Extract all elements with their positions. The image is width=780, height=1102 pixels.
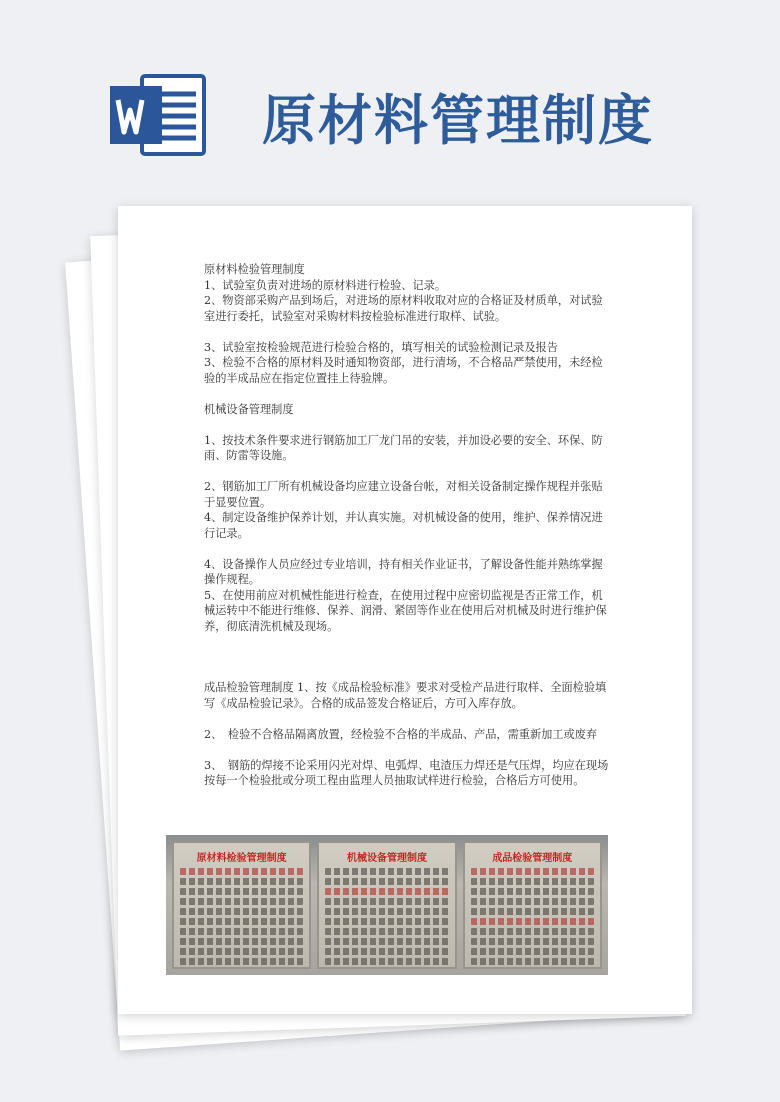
notice-board-title: 成品检验管理制度 bbox=[492, 853, 573, 864]
paragraph: 1、试验室负责对进场的原材料进行检验、记录。 bbox=[204, 278, 447, 292]
paragraph: 4、设备操作人员应经过专业培训，持有相关作业证书，了解设备性能并熟练掌握操作规程。 bbox=[204, 557, 603, 586]
page-title: 原材料管理制度 bbox=[262, 89, 654, 152]
notice-boards-photo bbox=[166, 835, 608, 975]
notice-board bbox=[172, 841, 311, 969]
paragraph: 1、按技术条件要求进行钢筋加工厂龙门吊的安装，并加设必要的安全、环保、防雨、防雷等设施。 bbox=[204, 433, 603, 462]
notice-board-title: 机械设备管理制度 bbox=[346, 853, 427, 864]
document-body bbox=[204, 262, 612, 789]
paragraph: 2、 检验不合格品隔离放置，经检验不合格的半成品、产品，需重新加工或废弃 bbox=[204, 727, 598, 741]
section-heading: 机械设备管理制度 bbox=[204, 402, 294, 416]
paragraph: 2、物资部采购产品到场后，对进场的原材料收取对应的合格证及材质单，对试验室进行委托，试验室对采购材料按检验标准进行取样、试验。 bbox=[204, 294, 603, 323]
paragraph: 3、试验室按检验规范进行检验合格的，填写相关的试验检测记录及报告 bbox=[204, 340, 558, 354]
paragraph: 3、检验不合格的原材料及时通知物资部，进行清场，不合格品严禁使用，未经检验的半成品应在指定位置挂上待验牌。 bbox=[204, 356, 603, 385]
paragraph: 3、 钢筋的焊接不论采用闪光对焊、电弧焊、电渣压力焊还是气压焊，均应在现场按每一个检验批或分项工程由监理人员抽取试样进行检验，合格后方可使用。 bbox=[204, 758, 609, 787]
notice-board bbox=[463, 841, 602, 969]
paragraph: 4、制定设备维护保养计划，并认真实施。对机械设备的使用，维护、保养情况进行记录。 bbox=[204, 511, 603, 540]
notice-board bbox=[317, 841, 456, 969]
paragraph: 成品检验管理制度 1、按《成品检验标准》要求对受检产品进行取样、全面检验填写《成品检验记录》。合格的成品签发合格证后，方可入库存放。 bbox=[204, 681, 607, 710]
paragraph: 5、在使用前应对机械性能进行检查，在使用过程中应密切监视是否正常工作，机械运转中不能进行维修、保养、润滑、紧固等作业在使用后对机械及时进行维护保养，彻底清洗机械及现场。 bbox=[204, 588, 607, 633]
section-heading: 原材料检验管理制度 bbox=[204, 263, 305, 276]
notice-board-title: 原材料检验管理制度 bbox=[196, 853, 287, 864]
paragraph: 2、钢筋加工厂所有机械设备均应建立设备台帐，对相关设备制定操作规程并张贴于显要位置。 bbox=[204, 480, 603, 509]
word-logo-icon bbox=[108, 72, 206, 158]
